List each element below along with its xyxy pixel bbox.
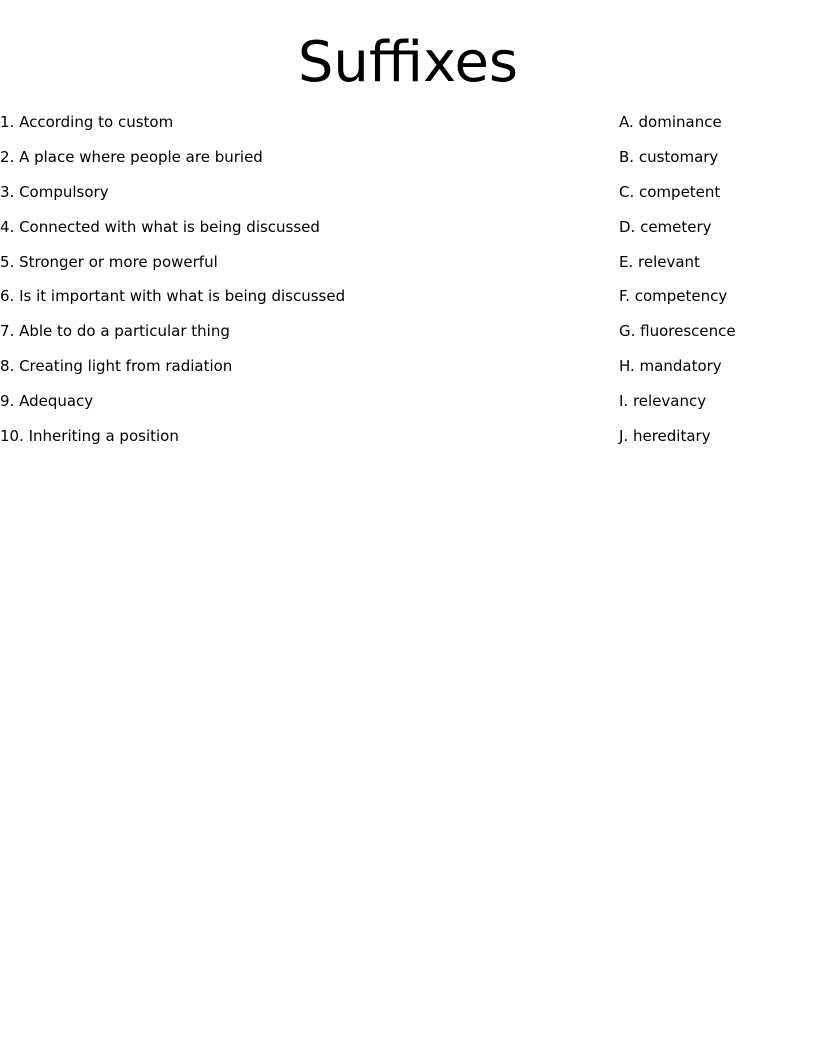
page-title: Suffixes xyxy=(297,30,519,95)
answer-item: D. cemetery xyxy=(619,217,712,236)
answer-item: E. relevant xyxy=(619,252,700,271)
clue-item: 5. Stronger or more powerful xyxy=(0,252,218,271)
answer-item: F. competency xyxy=(619,287,728,306)
clue-item: 9. Adequacy xyxy=(0,392,94,411)
clue-item: 10. Inheriting a position xyxy=(0,427,179,446)
clue-item: 6. Is it important with what is being discussed xyxy=(0,287,346,306)
clue-item: 2. A place where people are buried xyxy=(0,147,263,166)
answer-item: B. customary xyxy=(619,147,719,166)
answer-item: A. dominance xyxy=(619,113,722,131)
clue-item: 3. Compulsory xyxy=(0,182,109,201)
clue-item: 4. Connected with what is being discussed xyxy=(0,217,320,236)
answer-item: I. relevancy xyxy=(619,392,707,411)
clue-item: 1. According to custom xyxy=(0,113,174,131)
answer-item: J. hereditary xyxy=(619,427,711,446)
answer-item: H. mandatory xyxy=(619,357,722,376)
clue-item: 7. Able to do a particular thing xyxy=(0,322,230,341)
clue-item: 8. Creating light from radiation xyxy=(0,357,233,376)
answer-item: G. fluorescence xyxy=(619,322,736,341)
answer-item: C. competent xyxy=(619,182,721,201)
clue-list xyxy=(0,112,560,461)
answer-list xyxy=(619,112,809,461)
